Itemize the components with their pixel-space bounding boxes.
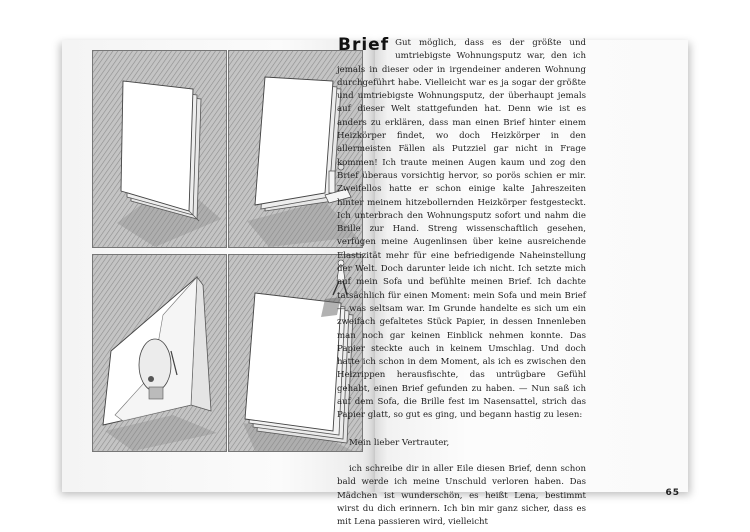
body-paragraph: Gut möglich, dass es der größte und umtriebigste Wohnungsputz war, den ich jemals in dieser oder in irgendeiner anderen Wohnung durchgeführt habe. Vielleicht war es ja sogar der größte und umtriebigste Wohnungsputz, der überhaupt jemals auf dieser Welt stattgefunden hat. Denn wie ist es anders zu erklären, dass man einen Brief hinter einem Heizkörper findet, wo doch Heizkörper in den allermeisten Fällen als Putzziel gar nicht in Frage kommen! Ich traute meinen Augen kaum und zog den Brief überaus vorsichtig hervor, so porös schien er mir. Zweifellos hatte er schon einige kalte Jahreszeiten hinter meinem hitzebollernden Heizkörper festgesteckt. Ich unterbrach den Wohnungsputz sofort und nahm die Brille zur Hand. Streng wissenschaftlich gesehen, verfügen meine Augenlinsen über keine ausreichende Elastizität mehr für eine befriedigende Naheinstellung der Welt. Doch darunter leide ich nicht. Ich setzte mich auf mein Sofa und befühlte meinen Brief. Ich dachte tatsächlich für einen Moment: mein Sofa und mein Brief — was seltsam war. Im Grunde handelte es sich um ein zweifach gefaltetes Stück Papier, in dessen Innenleben man noch gar keinen Einblick nehmen konnte. Das Papier steckte auch in keinem Umschlag. Und doch hatte ich schon in dem Moment, als ich es zwischen den Heizrippen herausfischte, das untrügbare Gefühl gehabt, einen Brief gefunden zu haben. — Nun saß ich auf dem Sofa, die Brille fest im Nasensattel, strich das Papier glatt, so gut es ging, und begann hastig zu lesen: <box>337 38 586 421</box>
story-text <box>337 37 586 529</box>
illustration-panel-3 <box>92 254 227 452</box>
page-number: 65 <box>665 488 680 498</box>
letter-paragraph: ich schreibe dir in aller Eile diesen Brief, denn schon bald werde ich meine Unschuld verloren haben. Das Mädchen ist wunderschön, es heißt Lena, bestimmt wirst du dich erinnern. Ich bin mir ganz sicher, dass es mit Lena passieren wird, vielleicht <box>337 463 586 528</box>
letter-salutation: Mein lieber Vertrauter, <box>349 437 450 448</box>
chapter-title: Brief <box>338 35 390 55</box>
illustration-panel-1 <box>92 50 227 248</box>
left-page <box>62 40 375 492</box>
